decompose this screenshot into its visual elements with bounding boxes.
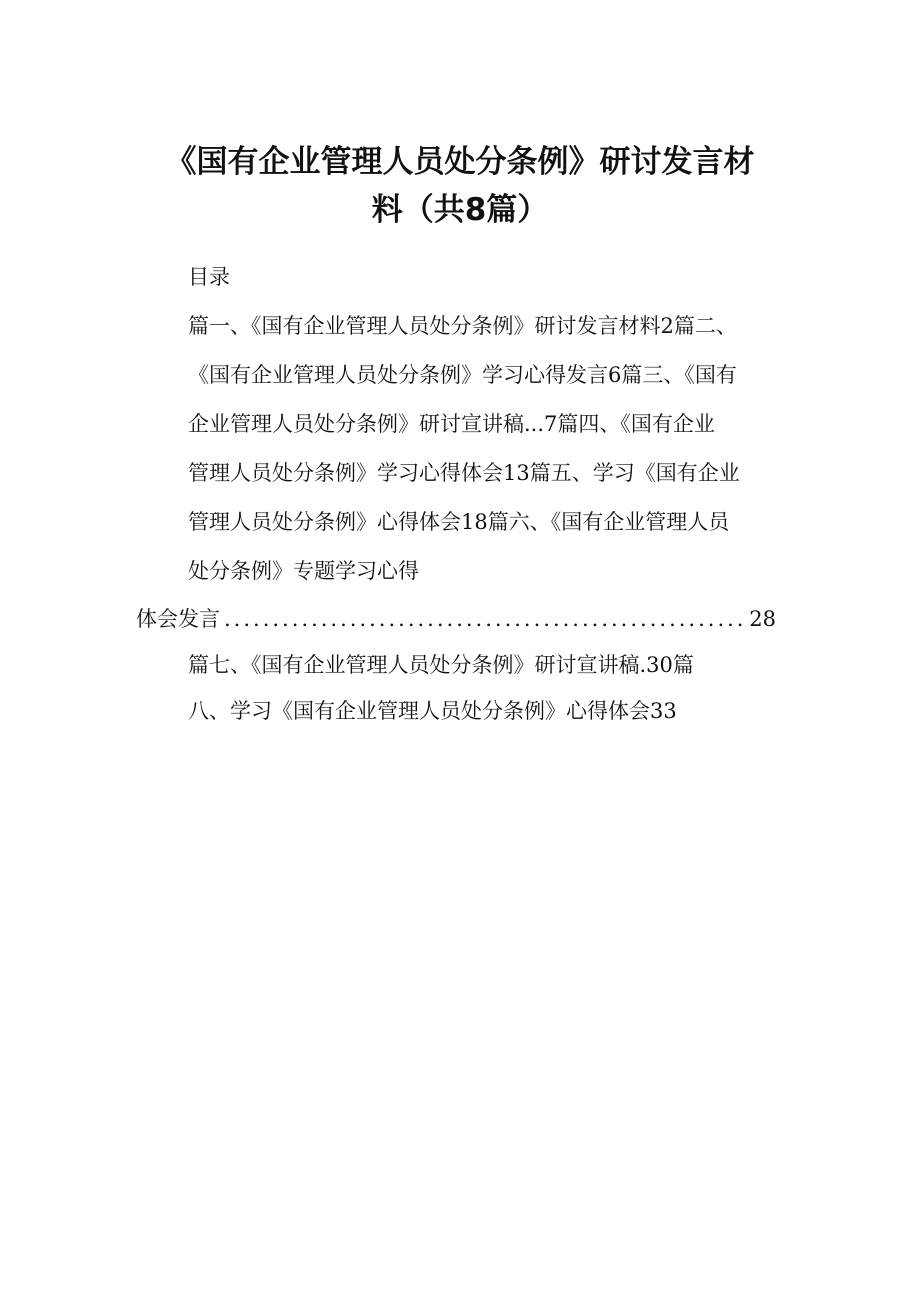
toc-line: 篇一、《国有企业管理人员处分条例》研讨发言材料2篇二、	[188, 314, 737, 338]
toc-line: 《国有企业管理人员处分条例》学习心得发言6篇三、《国有	[188, 363, 737, 387]
toc-leader-line	[136, 604, 776, 634]
toc-line: 管理人员处分条例》心得体会18篇六、《国有企业管理人员	[188, 510, 730, 534]
toc-line: 八、学习《国有企业管理人员处分条例》心得体会33	[188, 699, 677, 723]
document-title-line-2: 料（共8篇）	[371, 192, 549, 228]
toc-line: 篇七、《国有企业管理人员处分条例》研讨宣讲稿.30篇	[188, 653, 694, 677]
toc-heading: 目录	[188, 265, 230, 289]
toc-line: 管理人员处分条例》学习心得体会13篇五、学习《国有企业	[188, 461, 740, 485]
document-title-line-1: 《国有企业管理人员处分条例》研讨发言材	[165, 144, 755, 180]
toc-page-number: 28	[749, 607, 776, 631]
toc-dot-leader	[224, 604, 743, 634]
toc-line: 处分条例》专题学习心得	[188, 559, 419, 583]
toc-line: 企业管理人员处分条例》研讨宣讲稿...7篇四、《国有企业	[188, 412, 715, 436]
toc-leader-text: 体会发言	[136, 607, 220, 631]
